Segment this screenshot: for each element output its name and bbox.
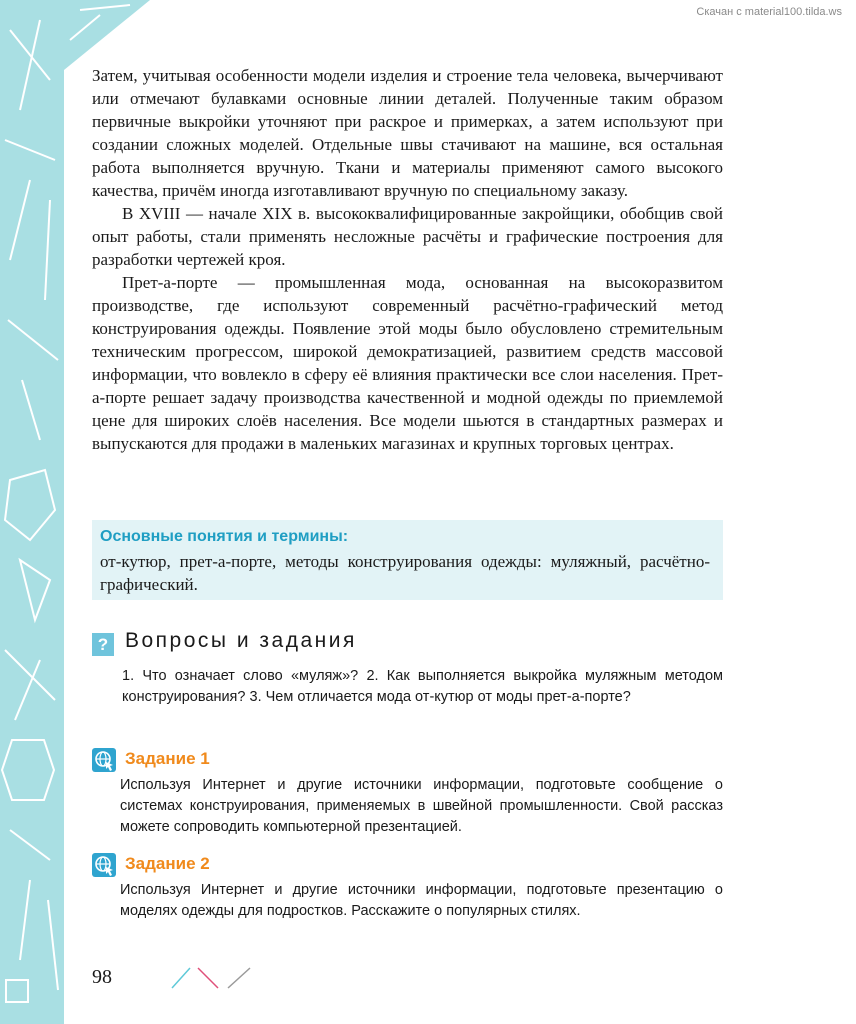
task-1-title: Задание 1 <box>125 749 210 768</box>
task-2-title: Задание 2 <box>125 854 210 873</box>
sidebar-decoration <box>0 0 64 1024</box>
paragraph: В XVIII — начале XIX в. высококвалифицированные закройщики, обобщив свой опыт работы, стали применять несложные расчёты и графические построения для разработки чертежей кроя. <box>92 204 723 269</box>
questions-text <box>92 666 723 708</box>
geometric-pattern-icon <box>0 0 64 1024</box>
key-terms-title: Основные понятия и термины: <box>100 528 349 545</box>
key-terms-text: от-кутюр, прет-а-порте, методы конструирования одежды: муляжный, расчётно-графический. <box>100 552 710 594</box>
watermark: Скачан с material100.tilda.ws <box>696 6 842 18</box>
task-2-text: Используя Интернет и другие источники информации, подготовьте презентацию о моделях одежды для подростков. Расскажите о популярных стилях. <box>120 882 723 919</box>
questions-title: Вопросы и задания <box>125 629 357 652</box>
corner-decoration <box>0 0 150 70</box>
task-1-text: Используя Интернет и другие источники информации, подготовьте сообщение о системах конструирования, применяемых в швейной промышленности. Свой рассказ можете сопроводить компьютерной презентацией. <box>120 777 723 835</box>
paragraph: Прет-а-порте — промышленная мода, основанная на высокоразвитом производстве, где используют современный расчётно-графический метод конструирования одежды. Появление этой моды было обусловлено стремительным техническим прогрессом, широкой демократизацией, развитием средств массовой информации, что вовлекло в сферу её влияния практически все слои населения. Прет-а-порте решает задачу производства качественной и модной одежды по приемлемой цене для широких слоёв населения. Все модели шьются в стандартных размерах и выпускаются для продажи в маленьких магазинах и крупных торговых центрах. <box>92 273 723 453</box>
question-icon: ? <box>92 633 114 656</box>
paragraph: Затем, учитывая особенности модели изделия и строение тела человека, вычерчивают или отмечают булавками основные линии деталей. Полученные таким образом первичные выкройки уточняют при раскрое и примерках, а затем используют при создании сложных моделей. Отдельные швы стачивают на машине, вся остальная работа выполняется вручную. Ткани и материалы применяют самого высокого качества, причём иногда изготавливают вручную по специальному заказу. <box>92 66 723 200</box>
questions-list: 1. Что означает слово «муляж»? 2. Как выполняется выкройка муляжным методом конструирования? 3. Чем отличается мода от-кутюр от моды прет-а-порте? <box>122 668 723 705</box>
page-number: 98 <box>92 966 112 988</box>
decorative-strokes-icon <box>170 966 260 990</box>
main-text <box>92 64 723 455</box>
key-terms-box <box>92 520 723 600</box>
internet-icon <box>92 853 116 877</box>
internet-icon <box>92 748 116 772</box>
